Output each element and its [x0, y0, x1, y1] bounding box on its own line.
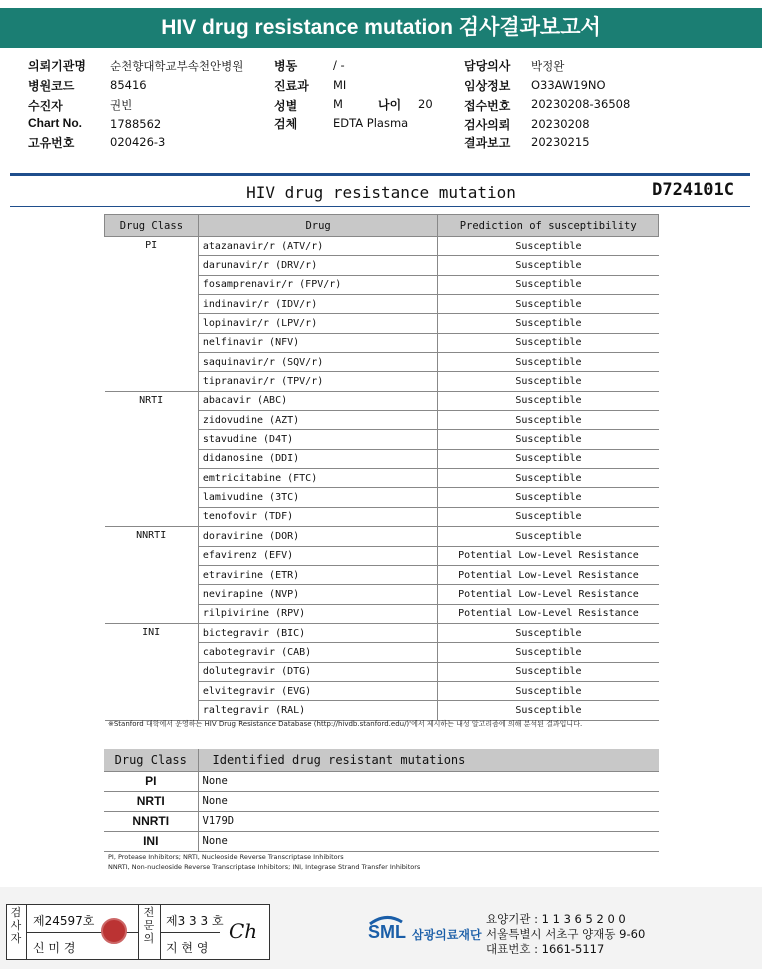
drug-cell: atazanavir/r (ATV/r) [198, 237, 438, 256]
label-receipt-no: 접수번호 [464, 99, 511, 113]
prediction-cell: Susceptible [438, 449, 659, 468]
table-row [105, 237, 659, 256]
examiner-license: 제24597호 [33, 914, 95, 928]
logo-text: SML [368, 922, 406, 942]
prediction-cell: Susceptible [438, 662, 659, 681]
specialist-label: 전 문 의 [143, 906, 155, 945]
prediction-cell: Susceptible [438, 391, 659, 410]
prediction-cell: Susceptible [438, 701, 659, 720]
drug-cell: emtricitabine (FTC) [198, 469, 438, 488]
drug-cell: rilpivirine (RPV) [198, 604, 438, 623]
value-report-date: 20230215 [531, 135, 590, 149]
drug-cell: darunavir/r (DRV/r) [198, 256, 438, 275]
value-specimen: EDTA Plasma [333, 116, 409, 130]
drug-cell: didanosine (DDI) [198, 449, 438, 468]
footnote-stanford: ※Stanford 대학에서 운영하는 HIV Drug Resistance Database (http://hivdb.stanford.edu/)'에서 제시하는 내성 알고리즘에 의해 분석된 결과입니다. [108, 720, 583, 728]
prediction-cell: Susceptible [438, 430, 659, 449]
drug-cell: stavudine (D4T) [198, 430, 438, 449]
drug-class-cell: PI [105, 237, 199, 392]
label-physician: 담당의사 [464, 59, 511, 73]
table-row [104, 831, 659, 851]
mutation-cell: None [198, 791, 659, 811]
drug-class-cell: INI [105, 623, 199, 720]
prediction-cell: Susceptible [438, 469, 659, 488]
table-row [104, 791, 659, 811]
value-patient: 권빈 [110, 98, 133, 112]
table-row [105, 623, 659, 642]
drug-cell: tipranavir/r (TPV/r) [198, 372, 438, 391]
table-row [104, 771, 659, 791]
drug-cell: elvitegravir (EVG) [198, 681, 438, 700]
prediction-cell: Susceptible [438, 623, 659, 642]
prediction-cell: Susceptible [438, 275, 659, 294]
value-unique-no: 020426-3 [110, 135, 166, 149]
prediction-cell: Susceptible [438, 295, 659, 314]
table-row [105, 391, 659, 410]
susceptibility-table [104, 214, 659, 721]
drug-cell: abacavir (ABC) [198, 391, 438, 410]
drug-class-cell: NRTI [104, 791, 198, 811]
label-hospital-code: 병원코드 [28, 79, 75, 93]
drug-cell: indinavir/r (IDV/r) [198, 295, 438, 314]
drug-cell: tenofovir (TDF) [198, 507, 438, 526]
seal-stamp [101, 918, 127, 944]
header-prediction: Prediction of susceptibility [438, 215, 659, 237]
label-ward: 병동 [274, 59, 298, 73]
value-hospital-code: 85416 [110, 78, 147, 92]
table-row [104, 811, 659, 831]
label-clinical-info: 임상정보 [464, 79, 511, 93]
prediction-cell: Susceptible [438, 527, 659, 546]
value-age: 20 [418, 97, 433, 111]
divider [160, 932, 220, 933]
drug-cell: raltegravir (RAL) [198, 701, 438, 720]
drug-class-cell: NNRTI [105, 527, 199, 624]
prediction-cell: Potential Low-Level Resistance [438, 604, 659, 623]
prediction-cell: Susceptible [438, 237, 659, 256]
examiner-label: 검 사 자 [10, 906, 22, 945]
drug-cell: doravirine (DOR) [198, 527, 438, 546]
value-department: MI [333, 78, 347, 92]
prediction-cell: Potential Low-Level Resistance [438, 585, 659, 604]
drug-cell: lamivudine (3TC) [198, 488, 438, 507]
value-clinical-info: O33AW19NO [531, 78, 606, 92]
prediction-cell: Susceptible [438, 411, 659, 430]
value-receipt-no: 20230208-36508 [531, 97, 631, 111]
label-report-date: 결과보고 [464, 136, 511, 150]
table-row [105, 527, 659, 546]
phone: 대표번호 : 1661-5117 [486, 942, 605, 956]
prediction-cell: Susceptible [438, 488, 659, 507]
label-specimen: 검체 [274, 117, 298, 131]
footnote-line: NNRTI, Non-nucleoside Reverse Transcriptase Inhibitors; INI, Integrase Strand Transfer Inhibitors [108, 863, 421, 871]
organization-info [486, 912, 645, 957]
label-patient: 수진자 [28, 99, 63, 113]
divider-top [10, 173, 750, 176]
prediction-cell: Susceptible [438, 314, 659, 333]
mutation-cell: V179D [198, 811, 659, 831]
drug-cell: dolutegravir (DTG) [198, 662, 438, 681]
drug-cell: nevirapine (NVP) [198, 585, 438, 604]
drug-class-cell: PI [104, 771, 198, 791]
address: 서울특별시 서초구 양재동 9-60 [486, 927, 646, 941]
drug-cell: lopinavir/r (LPV/r) [198, 314, 438, 333]
drug-class-cell: INI [104, 831, 198, 851]
prediction-cell: Potential Low-Level Resistance [438, 565, 659, 584]
prediction-cell: Susceptible [438, 643, 659, 662]
label-sex: 성별 [274, 99, 298, 113]
value-sex: M [333, 97, 343, 111]
prediction-cell: Susceptible [438, 256, 659, 275]
report-header: HIV drug resistance mutation 검사결과보고서 [0, 8, 762, 48]
drug-cell: zidovudine (AZT) [198, 411, 438, 430]
header-mutation-class: Drug Class [104, 749, 198, 771]
divider [138, 905, 139, 959]
specialist-name: 지 현 영 [166, 941, 209, 955]
care-code: 요양기관 : 1 1 3 6 5 2 0 0 [486, 912, 626, 926]
report-code: D724101C [652, 180, 734, 200]
label-institution: 의뢰기관명 [28, 59, 86, 73]
footnote-abbreviations [108, 852, 663, 872]
specialist-license: 제3 3 3 호 [166, 914, 224, 928]
label-request-date: 검사의뢰 [464, 118, 511, 132]
value-chart-no: 1788562 [110, 117, 162, 131]
value-institution: 순천향대학교부속천안병원 [110, 59, 244, 73]
drug-class-cell: NRTI [105, 391, 199, 526]
prediction-cell: Susceptible [438, 507, 659, 526]
signature-box [6, 904, 270, 960]
divider-title [10, 206, 750, 207]
prediction-cell: Susceptible [438, 681, 659, 700]
drug-class-cell: NNRTI [104, 811, 198, 831]
prediction-cell: Susceptible [438, 372, 659, 391]
prediction-cell: Susceptible [438, 333, 659, 352]
value-physician: 박정완 [531, 59, 565, 73]
value-ward: / - [333, 58, 345, 72]
drug-cell: cabotegravir (CAB) [198, 643, 438, 662]
label-chart-no: Chart No. [28, 116, 82, 130]
header-drug: Drug [198, 215, 438, 237]
prediction-cell: Potential Low-Level Resistance [438, 546, 659, 565]
drug-cell: fosamprenavir/r (FPV/r) [198, 275, 438, 294]
header-mutations: Identified drug resistant mutations [198, 749, 659, 771]
drug-cell: nelfinavir (NFV) [198, 333, 438, 352]
report-title: HIV drug resistance mutation [246, 183, 516, 202]
mutation-table [104, 749, 659, 852]
label-department: 진료과 [274, 79, 309, 93]
drug-cell: efavirenz (EFV) [198, 546, 438, 565]
handwritten-signature: Ch [229, 919, 258, 943]
header-drug-class: Drug Class [105, 215, 199, 237]
label-age: 나이 [378, 98, 402, 112]
drug-cell: saquinavir/r (SQV/r) [198, 353, 438, 372]
drug-cell: bictegravir (BIC) [198, 623, 438, 642]
examiner-name: 신 미 경 [33, 941, 76, 955]
organization-name: 삼광의료재단 [412, 928, 482, 942]
mutation-cell: None [198, 771, 659, 791]
value-request-date: 20230208 [531, 117, 590, 131]
prediction-cell: Susceptible [438, 353, 659, 372]
mutation-cell: None [198, 831, 659, 851]
label-unique-no: 고유번호 [28, 136, 75, 150]
patient-info [0, 0, 762, 150]
footnote-line: PI, Protease Inhibitors; NRTI, Nucleoside Reverse Transcriptase Inhibitors [108, 853, 344, 861]
drug-cell: etravirine (ETR) [198, 565, 438, 584]
